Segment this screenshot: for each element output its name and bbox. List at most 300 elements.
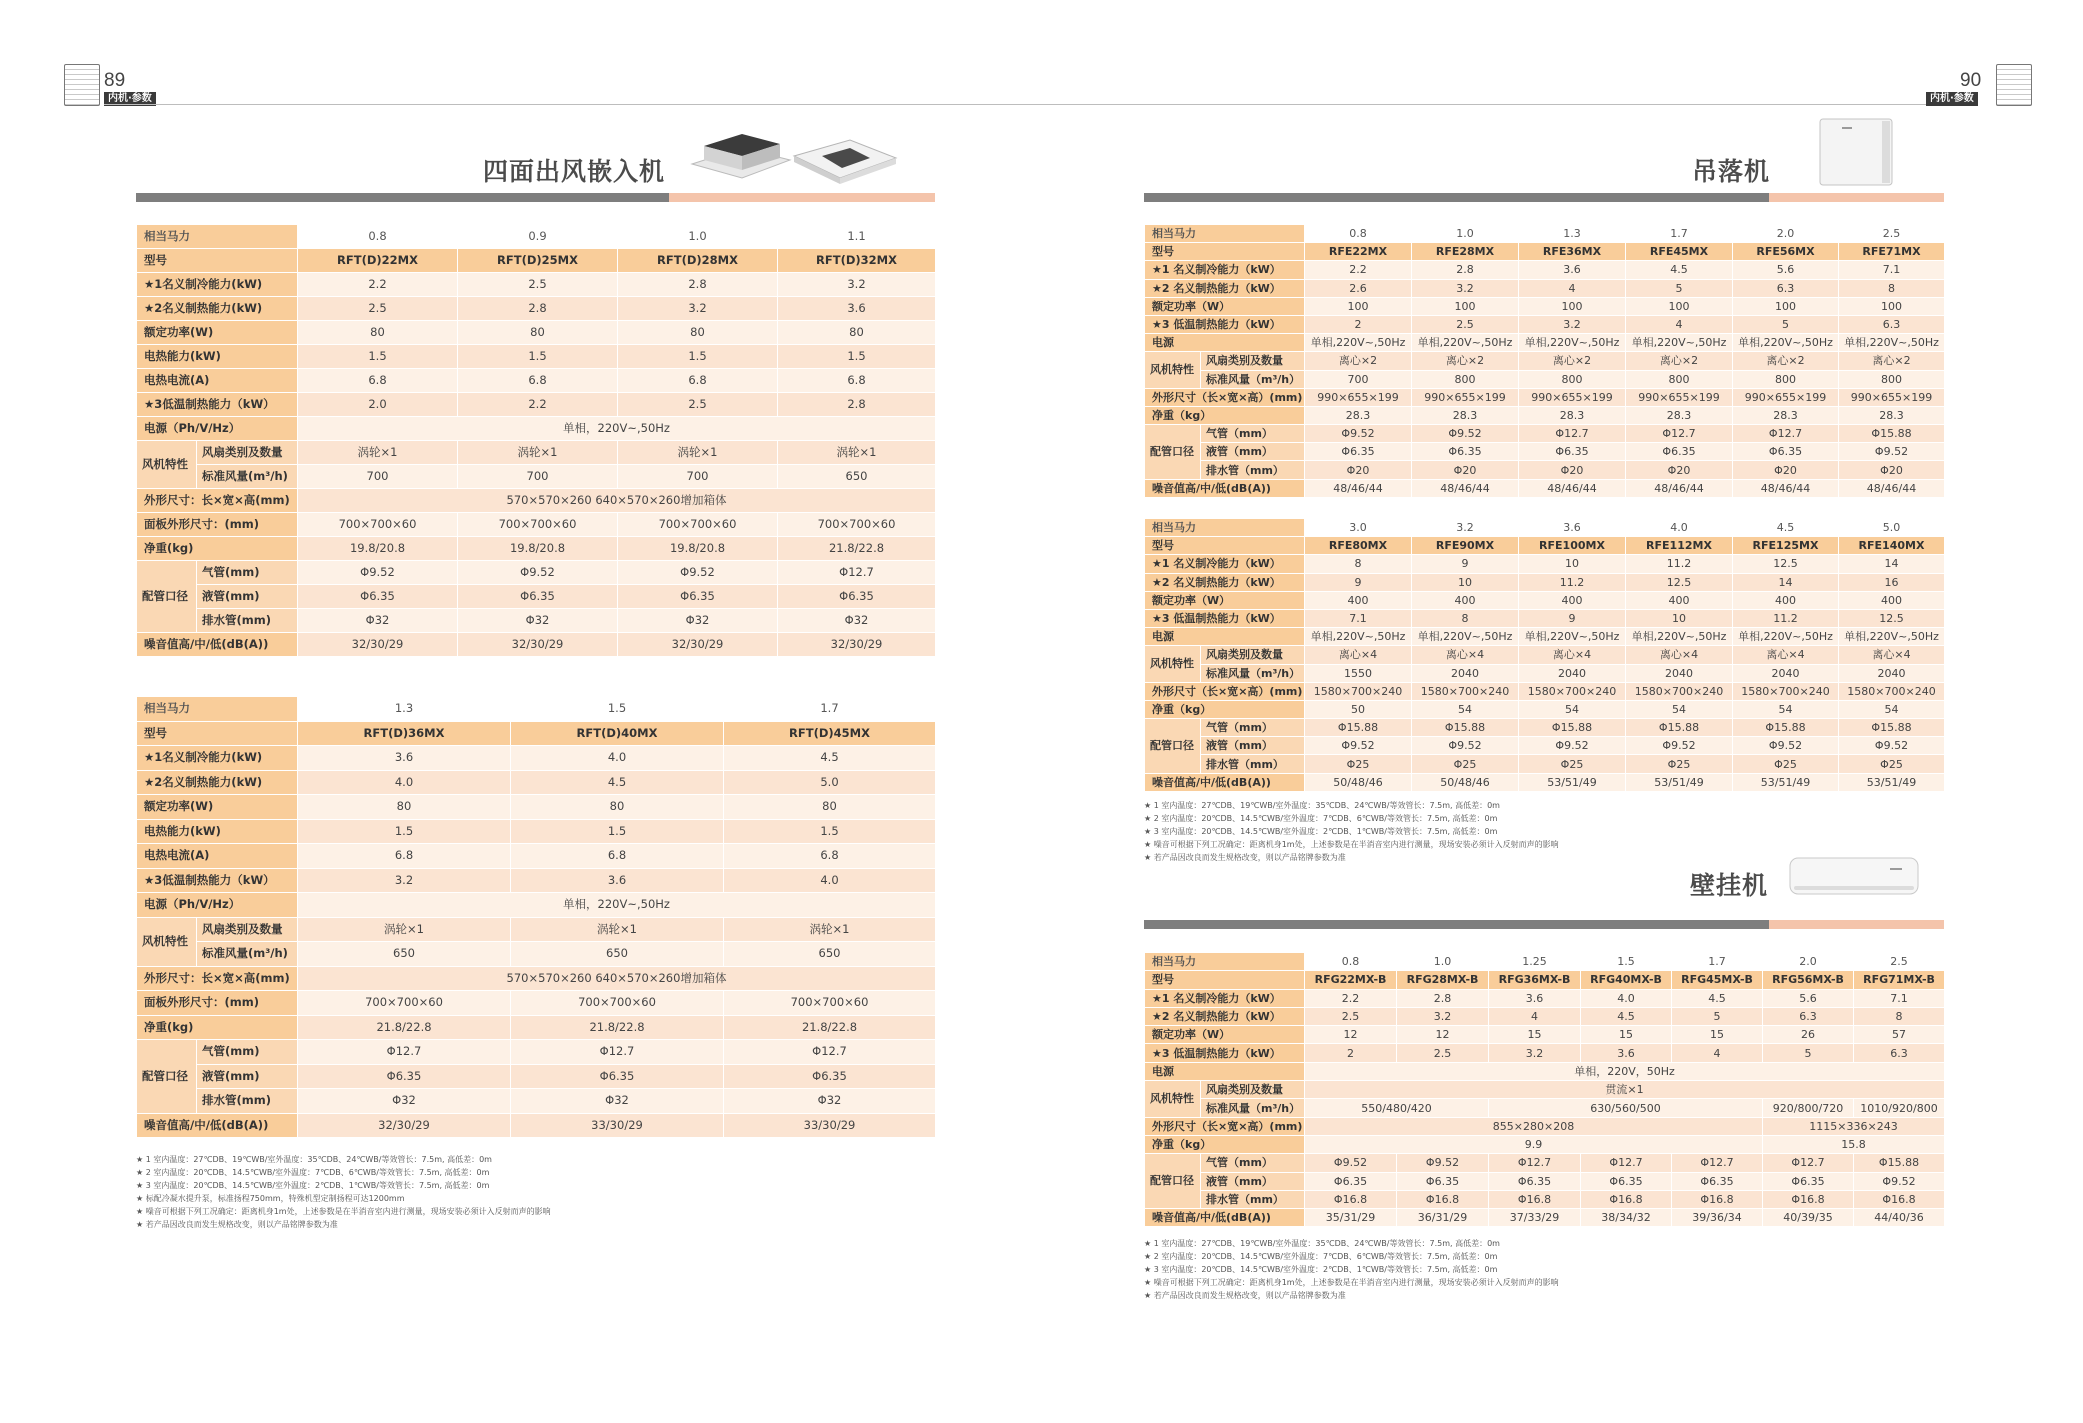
table-cell: 4.5 [1733, 519, 1839, 537]
table-cell: 电热电流(A) [137, 369, 298, 393]
footnote: ★ 3 室内温度：20℃DB、14.5℃WB/室外温度：2℃DB、1℃WB/等效管长：7.5m, 高低差：0m [1144, 827, 1498, 836]
table-row [1145, 700, 1945, 718]
table-row [137, 537, 936, 561]
table-cell: 离心×2 [1305, 352, 1412, 370]
table-cell: 净重（kg） [1145, 1135, 1305, 1153]
header-rule [104, 104, 1964, 105]
table-cell: 5 [1672, 1007, 1763, 1025]
table-cell: 3.6 [1519, 519, 1626, 537]
table-cell: 标准风量(m³/h) [197, 942, 298, 967]
table-cell: 990×655×199 [1519, 388, 1626, 406]
table-cell: 单相，220V，50Hz [1305, 1062, 1945, 1080]
table-cell: Φ32 [458, 609, 618, 633]
table-cell: 3.2 [1397, 1007, 1489, 1025]
table-row [137, 966, 936, 991]
table-row [137, 297, 936, 321]
table-cell: 单相，220V~,50Hz [298, 417, 936, 441]
table-row [137, 917, 936, 942]
table-cell: 6.8 [618, 369, 778, 393]
table-cell: RFT(D)36MX [298, 721, 511, 746]
table-cell: RFG36MX-B [1489, 971, 1581, 989]
table-row [1145, 1026, 1945, 1044]
table-cell: 1580×700×240 [1839, 682, 1945, 700]
table-cell: 1.7 [724, 697, 936, 722]
table-row [1145, 971, 1945, 989]
table-cell: 离心×4 [1733, 646, 1839, 664]
table-cell: 12 [1397, 1026, 1489, 1044]
table-cell: Φ20 [1839, 461, 1945, 479]
table-cell: Φ25 [1519, 755, 1626, 773]
table-cell: 5 [1763, 1044, 1854, 1062]
table-cell: 6.3 [1763, 1007, 1854, 1025]
table-cell: 电热能力(kW) [137, 345, 298, 369]
footnote: ★ 若产品因改良而发生规格改变，则以产品铭牌参数为准 [1144, 1291, 1346, 1300]
table-cell: 3.6 [778, 297, 936, 321]
table-cell: 3.2 [1519, 315, 1626, 333]
table-cell: 21.8/22.8 [778, 537, 936, 561]
table-cell: 涡轮×1 [724, 917, 936, 942]
table-cell: 电源 [1145, 628, 1305, 646]
table-cell: 650 [724, 942, 936, 967]
table-cell: 54 [1839, 700, 1945, 718]
table-cell: 离心×2 [1519, 352, 1626, 370]
table-cell: 单相,220V~,50Hz [1626, 628, 1733, 646]
table-cell: 32/30/29 [458, 633, 618, 657]
table-cell: RFE80MX [1305, 537, 1412, 555]
table-cell: 32/30/29 [298, 633, 458, 657]
table-row [1145, 573, 1945, 591]
table-cell: 离心×2 [1733, 352, 1839, 370]
table-cell: 48/46/44 [1305, 479, 1412, 497]
table-cell: 风机特性 [1145, 646, 1201, 682]
table-cell: RFE71MX [1839, 243, 1945, 261]
table-cell: 2.0 [1733, 225, 1839, 243]
table-cell: Φ32 [298, 1089, 511, 1114]
table-cell: 净重(kg) [137, 1015, 298, 1040]
table-cell: 0.8 [298, 225, 458, 249]
footnote: ★ 噪音可根据下列工况确定：距离机身1m处，上述参数是在半消音室内进行测量，现场安装必须计入反射而声的影响 [136, 1207, 551, 1216]
table-cell: 型号 [1145, 243, 1305, 261]
table-cell: 风机特性 [1145, 1081, 1201, 1118]
table-cell: 额定功率(W) [137, 321, 298, 345]
table-cell: Φ25 [1412, 755, 1519, 773]
table-cell: Φ15.88 [1733, 719, 1839, 737]
catalog-book-icon [1996, 64, 2032, 106]
table-cell: 80 [298, 321, 458, 345]
table-cell: 4.5 [1626, 261, 1733, 279]
table-cell: Φ32 [511, 1089, 724, 1114]
table-row [137, 345, 936, 369]
table-row [137, 273, 936, 297]
table-cell: 6.3 [1854, 1044, 1945, 1062]
table-row [1145, 1209, 1945, 1227]
table-row [137, 513, 936, 537]
table-cell: 32/30/29 [618, 633, 778, 657]
table-cell: Φ16.8 [1397, 1190, 1489, 1208]
table-cell: 单相,220V~,50Hz [1839, 334, 1945, 352]
table-cell: 2.8 [778, 393, 936, 417]
table-cell: 650 [298, 942, 511, 967]
table-cell: Φ9.52 [1305, 425, 1412, 443]
table-cell: Φ12.7 [1489, 1154, 1581, 1172]
table-row [1145, 591, 1945, 609]
table-cell: 净重（kg） [1145, 406, 1305, 424]
table-cell: 700×700×60 [618, 513, 778, 537]
table-cell: 35/31/29 [1305, 1209, 1397, 1227]
table-cell: RFE45MX [1626, 243, 1733, 261]
table-cell: 配管口径 [137, 561, 197, 633]
table-cell: 10 [1626, 609, 1733, 627]
page-tag-left: 内机·参数 [104, 92, 156, 106]
table-cell: RFE112MX [1626, 537, 1733, 555]
table-cell: RFE140MX [1839, 537, 1945, 555]
table-row [137, 819, 936, 844]
table-cell: 9 [1519, 609, 1626, 627]
table-cell: RFT(D)25MX [458, 249, 618, 273]
table-cell: RFE90MX [1412, 537, 1519, 555]
table-cell: 面板外形尺寸：(mm) [137, 513, 298, 537]
table-row [137, 249, 936, 273]
table-cell: 单相，220V~,50Hz [298, 893, 936, 918]
table-cell: 1.5 [724, 819, 936, 844]
table-cell: 920/800/720 [1763, 1099, 1854, 1117]
table-cell: 50/48/46 [1412, 773, 1519, 791]
table-cell: Φ12.7 [778, 561, 936, 585]
table-cell: 1580×700×240 [1626, 682, 1733, 700]
cassette-unit-image [686, 120, 796, 188]
table-cell: 80 [298, 795, 511, 820]
table-cell: 风扇类别及数量 [197, 917, 298, 942]
table-cell: Φ6.35 [778, 585, 936, 609]
table-cell: Φ32 [298, 609, 458, 633]
table-cell: 2.8 [1412, 261, 1519, 279]
table-cell: 气管（mm） [1201, 719, 1305, 737]
table-cell: 1.25 [1489, 953, 1581, 971]
table-cell: Φ6.35 [1305, 1172, 1397, 1190]
table-cell: 单相,220V~,50Hz [1733, 334, 1839, 352]
table-cell: 5.6 [1733, 261, 1839, 279]
table-cell: 3.0 [1305, 519, 1412, 537]
table-cell: 5.6 [1763, 989, 1854, 1007]
table-cell: 1.7 [1626, 225, 1733, 243]
table-cell: 1.5 [511, 697, 724, 722]
table-cell: 配管口径 [1145, 1154, 1201, 1209]
table-cell: 2.5 [618, 393, 778, 417]
table-row [137, 844, 936, 869]
table-cell: 4 [1626, 315, 1733, 333]
table-cell: 离心×4 [1626, 646, 1733, 664]
table-cell: 11.2 [1519, 573, 1626, 591]
table-cell: 离心×4 [1839, 646, 1945, 664]
table-cell: Φ15.88 [1839, 719, 1945, 737]
table-cell: Φ9.52 [1397, 1154, 1489, 1172]
table-row [1145, 1117, 1945, 1135]
table-row [137, 1064, 936, 1089]
table-cell: Φ6.35 [1489, 1172, 1581, 1190]
table-cell: 涡轮×1 [298, 441, 458, 465]
table-cell: 80 [458, 321, 618, 345]
table-cell: Φ15.88 [1839, 425, 1945, 443]
table-cell: ★1 名义制冷能力（kW） [1145, 261, 1305, 279]
table-cell: Φ32 [618, 609, 778, 633]
table-cell: 800 [1733, 370, 1839, 388]
table-cell: 1.0 [1412, 225, 1519, 243]
table-row [137, 417, 936, 441]
table-cell: ★3 低温制热能力（kW） [1145, 315, 1305, 333]
table-cell: 2.2 [458, 393, 618, 417]
table-cell: 28.3 [1626, 406, 1733, 424]
table-cell: Φ9.52 [1854, 1172, 1945, 1190]
table-cell: 面板外形尺寸：(mm) [137, 991, 298, 1016]
table-row [137, 746, 936, 771]
footnote: ★ 2 室内温度：20℃DB、14.5℃WB/室外温度：7℃DB、6℃WB/等效管长：7.5m, 高低差：0m [136, 1168, 490, 1177]
table-cell: 2040 [1626, 664, 1733, 682]
table-cell: 700×700×60 [298, 991, 511, 1016]
table-cell: 涡轮×1 [298, 917, 511, 942]
table-cell: 4.0 [511, 746, 724, 771]
table-row [1145, 279, 1945, 297]
table-cell: ★2 名义制热能力（kW） [1145, 1007, 1305, 1025]
table-cell: 噪音值高/中/低(dB(A)) [1145, 773, 1305, 791]
table-cell: 19.8/20.8 [298, 537, 458, 561]
table-cell: 10 [1519, 555, 1626, 573]
table-cell: Φ20 [1733, 461, 1839, 479]
table-cell: Φ15.88 [1854, 1154, 1945, 1172]
table-row [1145, 334, 1945, 352]
table-cell: 单相,220V~,50Hz [1519, 628, 1626, 646]
table-cell: 19.8/20.8 [458, 537, 618, 561]
footnote: ★ 1 室内温度：27℃DB、19℃WB/室外温度：35℃DB、24℃WB/等效管长：7.5m, 高低差：0m [1144, 801, 1500, 810]
table-cell: 相当马力 [1145, 953, 1305, 971]
table-cell: 电热能力(kW) [137, 819, 298, 844]
table-cell: 涡轮×1 [511, 917, 724, 942]
table-row [137, 868, 936, 893]
table-cell: 液管（mm） [1201, 737, 1305, 755]
table-cell: 990×655×199 [1839, 388, 1945, 406]
table-cell: 8 [1839, 279, 1945, 297]
table-cell: 标准风量（m³/h） [1201, 664, 1305, 682]
table-row [1145, 1099, 1945, 1117]
table-cell: Φ6.35 [1763, 1172, 1854, 1190]
table-cell: Φ6.35 [618, 585, 778, 609]
footnote: ★ 噪音可根据下列工况确定：距离机身1m处，上述参数是在半消音室内进行测量，现场安装必须计入反射而声的影响 [1144, 1278, 1559, 1287]
table-cell: 液管（mm） [1201, 443, 1305, 461]
table-cell: 40/39/35 [1763, 1209, 1854, 1227]
table-cell: 1.5 [298, 819, 511, 844]
table-row [1145, 370, 1945, 388]
table-cell: Φ9.52 [1733, 737, 1839, 755]
table-cell: 10 [1412, 573, 1519, 591]
footnote: ★ 1 室内温度：27℃DB、19℃WB/室外温度：35℃DB、24℃WB/等效管长：7.5m, 高低差：0m [136, 1155, 492, 1164]
table-cell: Φ15.88 [1519, 719, 1626, 737]
table-cell: 电热电流(A) [137, 844, 298, 869]
table-cell: RFT(D)40MX [511, 721, 724, 746]
table-row [1145, 555, 1945, 573]
table-cell: 32/30/29 [778, 633, 936, 657]
table-cell: 100 [1733, 297, 1839, 315]
table-cell: 54 [1519, 700, 1626, 718]
table-row [137, 441, 936, 465]
table-cell: Φ9.52 [1839, 737, 1945, 755]
table-cell: Φ32 [778, 609, 936, 633]
footnote: ★ 若产品因改良而发生规格改变，则以产品铭牌参数为准 [136, 1220, 338, 1229]
table-row [1145, 1062, 1945, 1080]
footnote: ★ 噪音可根据下列工况确定：距离机身1m处，上述参数是在半消音室内进行测量，现场安装必须计入反射而声的影响 [1144, 840, 1559, 849]
table-cell: 48/46/44 [1519, 479, 1626, 497]
table-cell: Φ12.7 [298, 1040, 511, 1065]
table-row [1145, 537, 1945, 555]
table-cell: Φ15.88 [1305, 719, 1412, 737]
ceiling-color-bar [1144, 193, 1944, 202]
table-cell: ★3低温制热能力（kW） [137, 393, 298, 417]
table-cell: 39/36/34 [1672, 1209, 1763, 1227]
table-cell: 电源（Ph/V/Hz） [137, 417, 298, 441]
table-cell: 液管（mm） [1201, 1172, 1305, 1190]
table-cell: 990×655×199 [1626, 388, 1733, 406]
footnote: ★ 3 室内温度：20℃DB、14.5℃WB/室外温度：2℃DB、1℃WB/等效管长：7.5m, 高低差：0m [1144, 1265, 1498, 1274]
table-cell: 贯流×1 [1305, 1081, 1945, 1099]
table-cell: 涡轮×1 [458, 441, 618, 465]
table-cell: RFT(D)28MX [618, 249, 778, 273]
table-cell: 型号 [1145, 971, 1305, 989]
table-cell: 标准风量（m³/h） [1201, 370, 1305, 388]
table-cell: 50/48/46 [1305, 773, 1412, 791]
table-row [137, 369, 936, 393]
table-cell: 700 [618, 465, 778, 489]
table-cell: 1580×700×240 [1733, 682, 1839, 700]
table-cell: 3.2 [1489, 1044, 1581, 1062]
table-cell: 气管（mm） [1201, 425, 1305, 443]
table-cell: 噪音值高/中/低(dB(A)) [1145, 479, 1305, 497]
table-row [137, 721, 936, 746]
table-row [1145, 1044, 1945, 1062]
table-cell: ★2名义制热能力(kW) [137, 770, 298, 795]
table-cell: 2.5 [1412, 315, 1519, 333]
table-cell: RFT(D)32MX [778, 249, 936, 273]
wall-spec-table [1144, 952, 1945, 1227]
table-row [137, 225, 936, 249]
table-row [1145, 664, 1945, 682]
table-row [137, 609, 936, 633]
ceiling-section-title: 吊落机 [1692, 157, 1771, 186]
table-cell: 1550 [1305, 664, 1412, 682]
wall-color-bar [1144, 920, 1944, 929]
table-cell: 额定功率（W） [1145, 297, 1305, 315]
table-cell: ★1 名义制冷能力（kW） [1145, 555, 1305, 573]
table-cell: 14 [1839, 555, 1945, 573]
table-cell: 型号 [137, 721, 298, 746]
table-cell: 液管(mm) [197, 1064, 298, 1089]
table-cell: 风扇类别及数量 [1201, 352, 1305, 370]
table-cell: 1115×336×243 [1763, 1117, 1945, 1135]
table-cell: 2040 [1412, 664, 1519, 682]
table-cell: 噪音值高/中/低(dB(A)) [1145, 1209, 1305, 1227]
table-row [1145, 352, 1945, 370]
table-row [1145, 628, 1945, 646]
table-cell: Φ25 [1305, 755, 1412, 773]
table-cell: 3.6 [1581, 1044, 1672, 1062]
table-row [137, 697, 936, 722]
cassette-footnotes [136, 1153, 551, 1231]
table-cell: Φ20 [1626, 461, 1733, 479]
table-cell: Φ12.7 [724, 1040, 936, 1065]
table-cell: 离心×4 [1412, 646, 1519, 664]
table-cell: 700 [458, 465, 618, 489]
table-cell: 3.2 [298, 868, 511, 893]
table-cell: Φ12.7 [1626, 425, 1733, 443]
table-cell: Φ9.52 [1305, 1154, 1397, 1172]
table-cell: 11.2 [1733, 609, 1839, 627]
table-cell: Φ16.8 [1581, 1190, 1672, 1208]
table-cell: Φ6.35 [298, 585, 458, 609]
table-cell: 2040 [1519, 664, 1626, 682]
table-cell: 12.5 [1626, 573, 1733, 591]
table-cell: Φ9.52 [1412, 425, 1519, 443]
table-cell: Φ6.35 [458, 585, 618, 609]
table-cell: 4.5 [724, 746, 936, 771]
table-row [137, 561, 936, 585]
table-row [137, 1089, 936, 1114]
table-cell: 6.3 [1733, 279, 1839, 297]
table-cell: 80 [511, 795, 724, 820]
cassette-spec-table-2 [136, 696, 936, 1138]
table-cell: 离心×2 [1626, 352, 1733, 370]
table-cell: 噪音值高/中/低(dB(A)) [137, 633, 298, 657]
table-cell: Φ6.35 [1626, 443, 1733, 461]
table-cell: 1580×700×240 [1412, 682, 1519, 700]
table-row [1145, 1081, 1945, 1099]
table-row [1145, 297, 1945, 315]
table-row [137, 795, 936, 820]
table-cell: RFG40MX-B [1581, 971, 1672, 989]
table-cell: 3.6 [1489, 989, 1581, 1007]
ceiling-unit-image [1812, 115, 1902, 189]
table-cell: RFG45MX-B [1672, 971, 1763, 989]
table-cell: Φ12.7 [511, 1040, 724, 1065]
table-cell: RFT(D)45MX [724, 721, 936, 746]
footnote: ★ 2 室内温度：20℃DB、14.5℃WB/室外温度：7℃DB、6℃WB/等效管长：7.5m, 高低差：0m [1144, 1252, 1498, 1261]
table-cell: RFG28MX-B [1397, 971, 1489, 989]
table-cell: 4 [1672, 1044, 1763, 1062]
table-cell: 650 [778, 465, 936, 489]
table-cell: 相当马力 [137, 225, 298, 249]
table-cell: Φ6.35 [724, 1064, 936, 1089]
table-cell: 9 [1305, 573, 1412, 591]
table-cell: 1.7 [1672, 953, 1763, 971]
table-cell: 气管(mm) [197, 561, 298, 585]
table-cell: 外形尺寸（长×宽×高）(mm) [1145, 388, 1305, 406]
table-cell: 700 [298, 465, 458, 489]
table-cell: 6.8 [298, 369, 458, 393]
table-cell: 单相,220V~,50Hz [1412, 628, 1519, 646]
table-cell: 28.3 [1733, 406, 1839, 424]
table-cell: 配管口径 [1145, 719, 1201, 774]
table-cell: 855×280×208 [1305, 1117, 1763, 1135]
table-cell: 电源（Ph/V/Hz） [137, 893, 298, 918]
table-cell: Φ9.52 [1626, 737, 1733, 755]
table-cell: 54 [1733, 700, 1839, 718]
table-cell: 2.0 [298, 393, 458, 417]
table-cell: Φ12.7 [1581, 1154, 1672, 1172]
table-cell: Φ20 [1305, 461, 1412, 479]
table-cell: RFG22MX-B [1305, 971, 1397, 989]
table-row [1145, 989, 1945, 1007]
table-cell: 21.8/22.8 [724, 1015, 936, 1040]
table-cell: 风扇类别及数量 [1201, 646, 1305, 664]
table-cell: 4.0 [724, 868, 936, 893]
table-row [137, 489, 936, 513]
table-cell: 2.2 [1305, 989, 1397, 1007]
